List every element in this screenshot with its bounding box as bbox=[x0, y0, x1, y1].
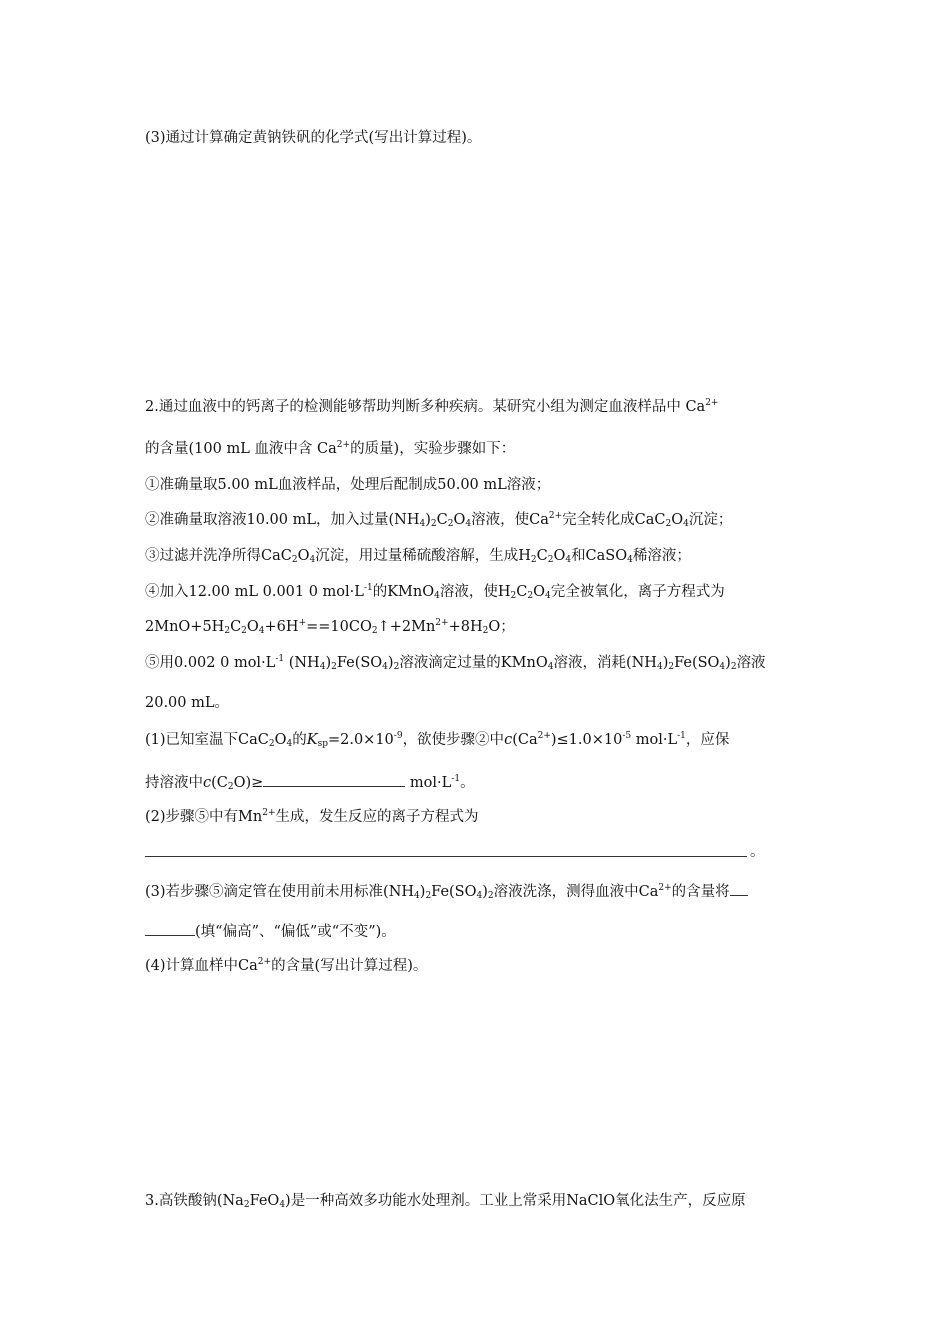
part-3-line-1: (3)若步骤⑤滴定管在使用前未用标准$(NH_4)_2Fe(SO_4)_2$溶液洗涤，测得血液中$Ca^{2+}$的含量将 bbox=[145, 882, 748, 901]
step-1: ①准确量取5.00 mL血液样品，处理后配制成50.00 mL溶液； bbox=[145, 477, 551, 493]
ionic-equation: $2MnO+5H_2C_2O_4+6H^+==10CO_2↑+2Mn^{2+}+8H_2O$； bbox=[145, 618, 515, 636]
part-2: (2)步骤⑤中有$Mn^{2+}$生成，发生反应的离子方程式为 bbox=[145, 808, 479, 825]
answer-blank-2[interactable] bbox=[145, 856, 747, 857]
step-2: ②准确量取溶液10.00 mL，加入过量$(NH_4)_2C_2O_4$溶液，使$Ca^{2+}$完全转化成$CaC_2O_4$沉淀； bbox=[145, 511, 733, 529]
part-3-line-2: (填“偏高”、“偏低”或“不变”)。 bbox=[145, 922, 396, 941]
question-2-intro-line-1: 2.通过血液中的钙离子的检测能够帮助判断多种疾病。某研究小组为测定血液样品中 $Ca^{2+}$ bbox=[145, 398, 719, 415]
part-1-line-2: 持溶液中$c(C_2O)\ge mol\cdot L^{-1}$。 bbox=[145, 774, 475, 792]
answer-blank-3b[interactable] bbox=[145, 922, 195, 936]
step-5-continued: 20.00 mL。 bbox=[145, 695, 229, 711]
question-3-intro: 3.高铁酸钠$(Na_2FeO_4)$是一种高效多功能水处理剂。工业上常采用NaClO氧化法生产，反应原 bbox=[145, 1193, 746, 1210]
question-2-intro-line-2: 的含量(100 mL 血液中含 $Ca^{2+}$的质量)，实验步骤如下： bbox=[145, 440, 516, 457]
step-5: ⑤用0.002 0 $mol\cdot L^{-1}$ $(NH_4)_2Fe(SO_4)_2$溶液滴定过量的KMnO$_4$溶液，消耗$(NH_4)_2Fe(SO_4)_2$溶液 bbox=[145, 654, 766, 672]
question-1-part-3: (3)通过计算确定黄钠铁矾的化学式(写出计算过程)。 bbox=[145, 130, 482, 146]
step-4: ④加入12.00 mL 0.001 0 $mol\cdot L^{-1}$的KMnO$_4$溶液，使$H_2C_2O_4$完全被氧化，离子方程式为 bbox=[145, 583, 725, 601]
part-1-line-1: (1)已知室温下$CaC_2O_4$的$K_{sp}=2.0\times 10^{-9}$，欲使步骤②中$c(Ca^{2+})\le 1.0\times 10^{-5}$ $mol\cdot L^{-1}$，应保 bbox=[145, 731, 730, 749]
answer-blank-2-end: 。 bbox=[750, 844, 765, 860]
part-4: (4)计算血样中$Ca^{2+}$的含量(写出计算过程)。 bbox=[145, 957, 428, 974]
step-3: ③过滤并洗净所得$CaC_2O_4$沉淀，用过量稀硫酸溶解，生成$H_2C_2O_4$和CaSO$_4$稀溶液； bbox=[145, 548, 691, 565]
answer-blank-1[interactable] bbox=[263, 773, 405, 787]
answer-blank-3a[interactable] bbox=[730, 882, 748, 896]
